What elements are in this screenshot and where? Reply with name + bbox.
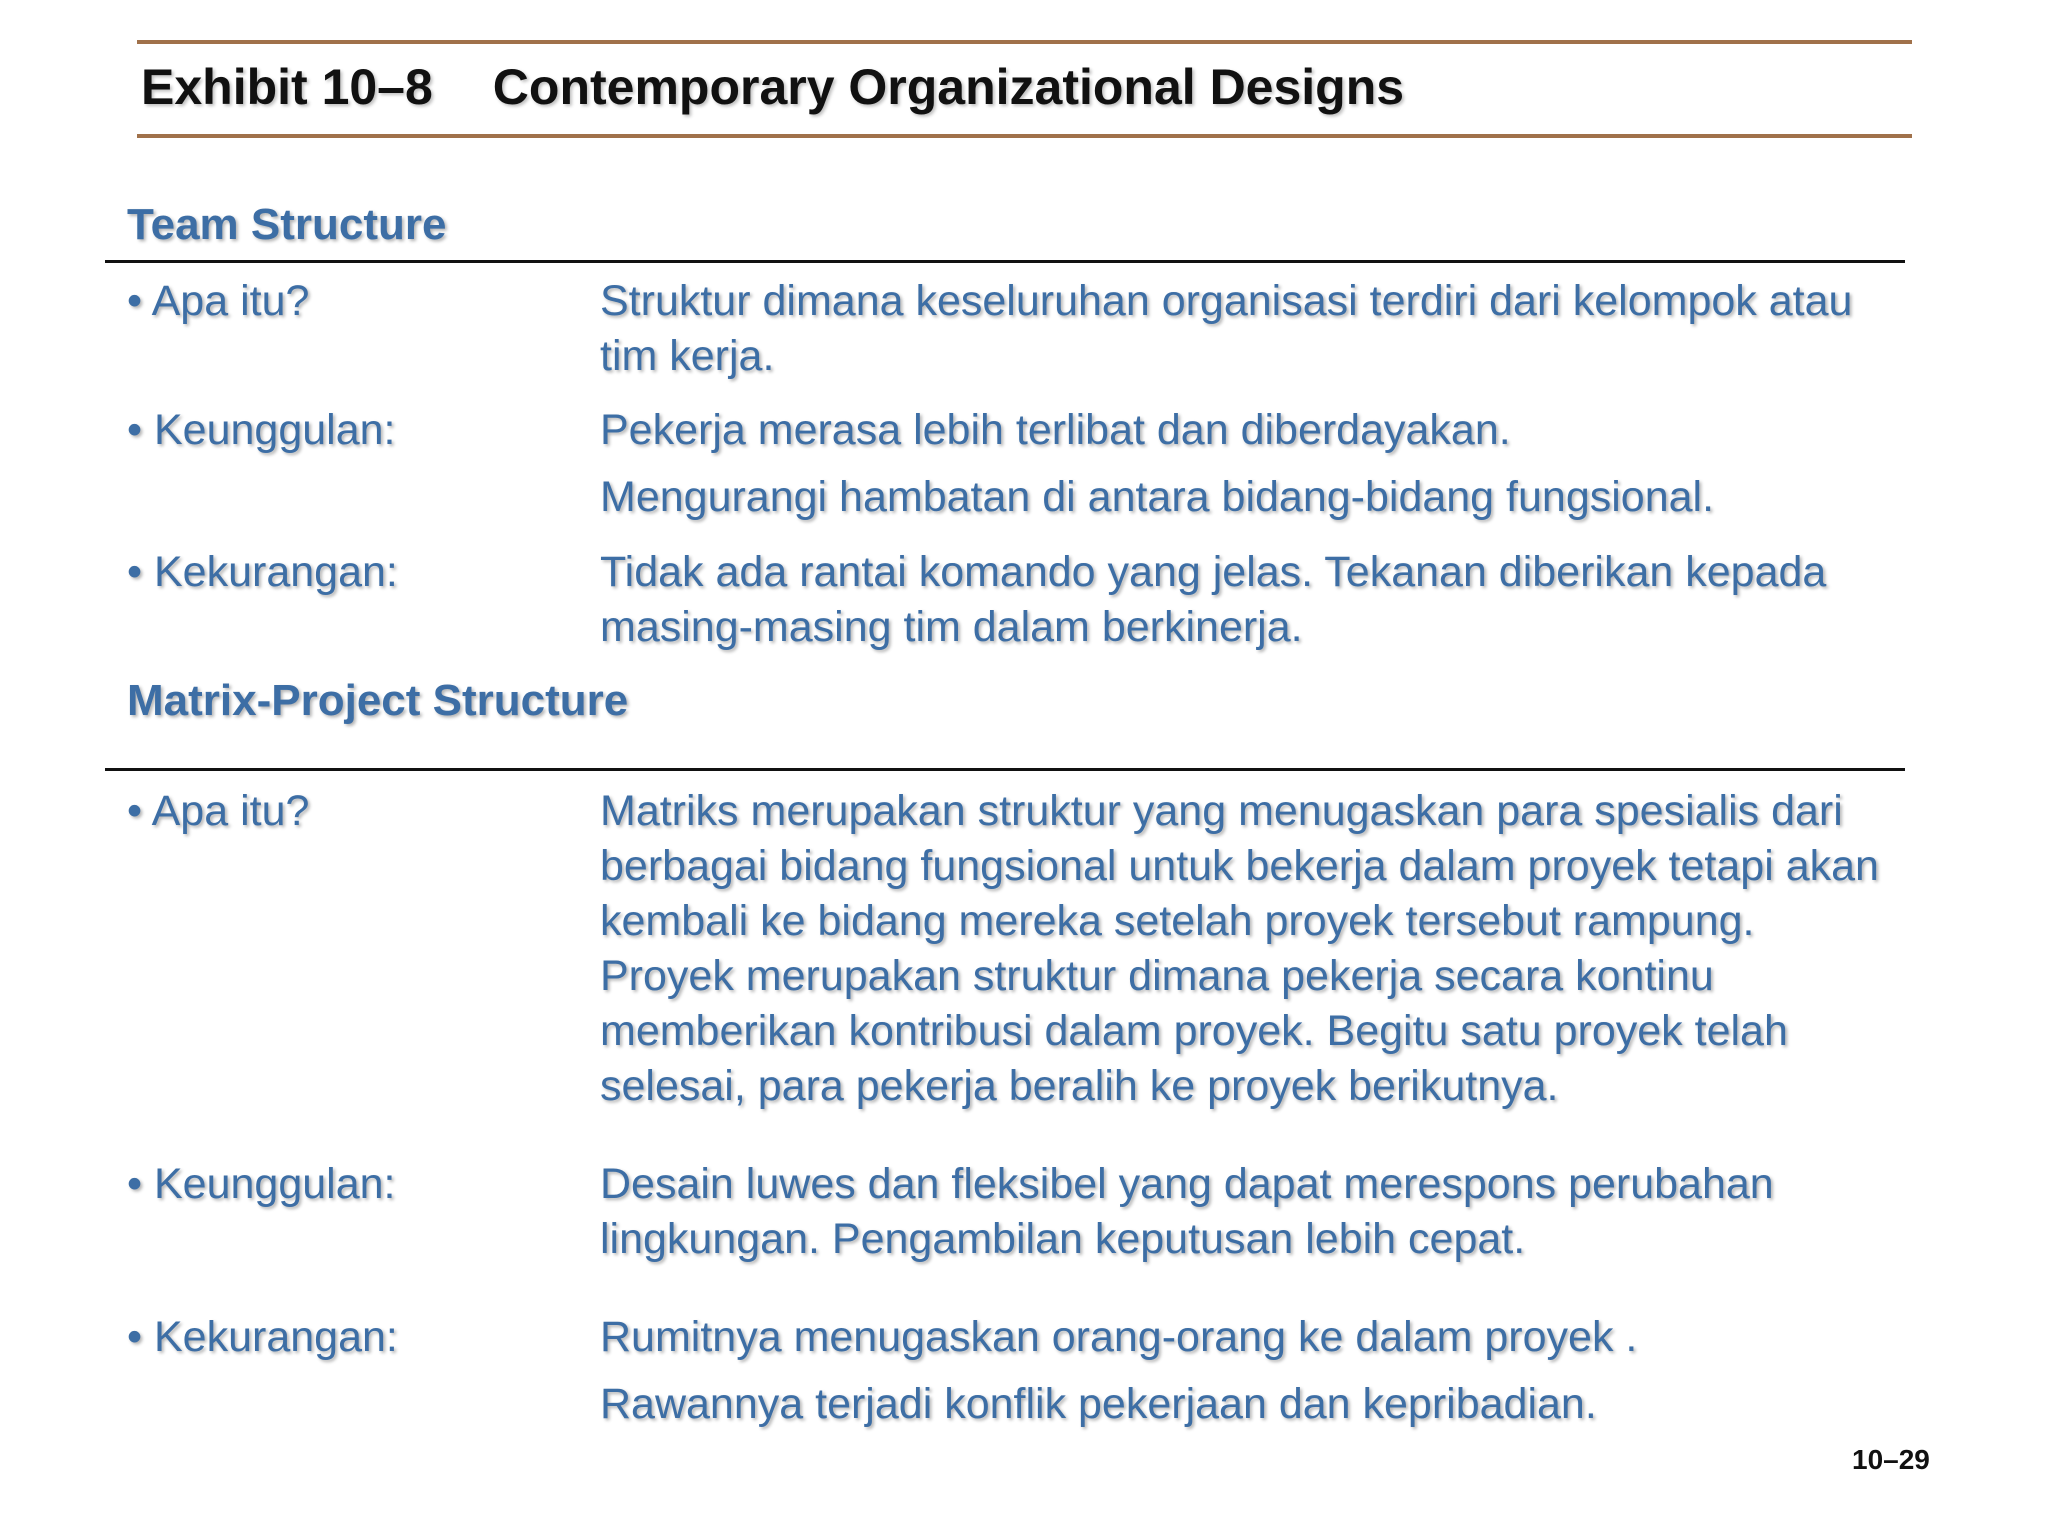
section-heading-matrix-project-structure: Matrix-Project Structure: [127, 676, 629, 725]
page-number: 10–29: [1852, 1444, 1930, 1475]
exhibit-header: [141, 58, 1404, 116]
row-label-definition: • Apa itu?: [127, 277, 310, 325]
row-label-disadvantages: • Kekurangan:: [127, 548, 398, 596]
section-divider-team-structure: [105, 260, 1905, 263]
row-text-disadvantages: Tidak ada rantai komando yang jelas. Tekanan diberikan kepada masing-masing tim dalam berkinerja.: [600, 548, 1827, 651]
row-text-definition: Matriks merupakan struktur yang menugaskan para spesialis dari berbagai bidang fungsional untuk bekerja dalam proyek tetapi akan kembali ke bidang mereka setelah proyek tersebut rampung. Proyek merupakan struktur dimana pekerja secara kontinu memberikan kontribusi dalam proyek. Begitu satu proyek telah selesai, para pekerja beralih ke proyek berikutnya.: [600, 787, 1879, 1110]
page-title: Contemporary Organizational Designs: [492, 59, 1405, 115]
row-label-advantages: • Keunggulan:: [127, 406, 396, 454]
row-label-disadvantages: • Kekurangan:: [127, 1313, 398, 1361]
row-label-advantages: • Keunggulan:: [127, 1160, 396, 1208]
row-label-definition: • Apa itu?: [127, 787, 310, 835]
row-text-advantages: Desain luwes dan fleksibel yang dapat merespons perubahan lingkungan. Pengambilan keputusan lebih cepat.: [600, 1160, 1774, 1263]
header-bottom-rule: [137, 134, 1912, 138]
section-heading-team-structure: Team Structure: [127, 200, 447, 249]
row-text-disadvantages: Rumitnya menugaskan orang-orang ke dalam proyek .: [600, 1313, 1638, 1361]
section-divider-matrix-project-structure: [105, 768, 1905, 771]
row-text-disadvantages-2: Rawannya terjadi konflik pekerjaan dan kepribadian.: [600, 1380, 1597, 1428]
header-top-rule: [137, 40, 1912, 44]
row-text-definition: Struktur dimana keseluruhan organisasi terdiri dari kelompok atau tim kerja.: [600, 277, 1853, 380]
exhibit-number: Exhibit 10–8: [141, 59, 433, 115]
row-text-advantages: Pekerja merasa lebih terlibat dan diberdayakan.: [600, 406, 1511, 454]
row-text-advantages-2: Mengurangi hambatan di antara bidang-bidang fungsional.: [600, 473, 1715, 521]
